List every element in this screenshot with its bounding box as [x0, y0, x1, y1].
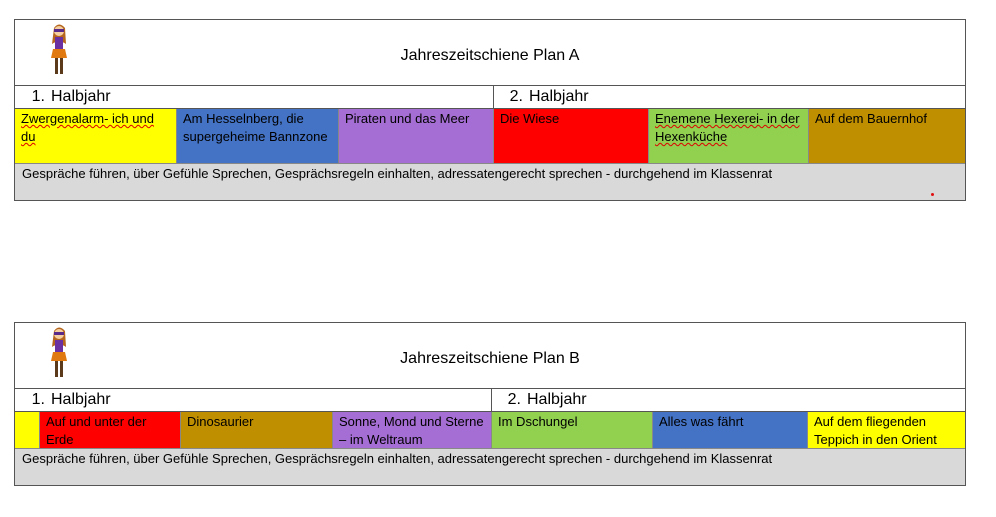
red-dot-mark	[931, 193, 934, 196]
plan-a-topic-4: Die Wiese	[494, 109, 649, 163]
plan-b-topic-4: Sonne, Mond und Sterne – im Weltraum	[333, 412, 492, 448]
plan-b-title: Jahreszeitschiene Plan B	[400, 350, 580, 367]
plan-b-topic-6: Alles was fährt	[653, 412, 808, 448]
plan-b-topic-7: Auf dem fliegenden Teppich in den Orient	[808, 412, 965, 448]
plan-b-topic-5: Im Dschungel	[492, 412, 653, 448]
plan-b-header	[15, 323, 965, 389]
plan-b-footer: Gespräche führen, über Gefühle Sprechen, Gesprächsregeln einhalten, adressatengerecht sprechen - durchgehend im Klassenrat	[15, 448, 965, 485]
plan-a-header	[15, 20, 965, 86]
plan-a-topic-6: Auf dem Bauernhof	[809, 109, 965, 163]
plan-a-title: Jahreszeitschiene Plan A	[400, 47, 580, 64]
plan-b-topic-2: Auf und unter der Erde	[40, 412, 181, 448]
plan-a-topic-1: Zwergenalarm- ich und du	[15, 109, 177, 163]
plan-b-halves-divider	[491, 389, 492, 411]
plan-a-table	[14, 19, 966, 201]
plan-a-halves	[15, 86, 965, 109]
plan-b-half-2: 2. Halbjahr	[507, 391, 587, 408]
plan-a-topic-5: Enemene Hexerei- in der Hexenküche	[649, 109, 809, 163]
plan-a-half-1: 1. Halbjahr	[31, 88, 111, 105]
plan-b-halves	[15, 389, 965, 412]
plan-b-half-1: 1. Halbjahr	[31, 391, 111, 408]
plan-b-topics	[15, 412, 965, 448]
plan-a-footer: Gespräche führen, über Gefühle Sprechen, Gesprächsregeln einhalten, adressatengerecht sprechen - durchgehend im Klassenrat	[15, 163, 965, 200]
plan-b-topic-3: Dinosaurier	[181, 412, 333, 448]
plan-a-topic-2: Am Hesselnberg, die supergeheime Bannzone	[177, 109, 339, 163]
plan-b-table	[14, 322, 966, 486]
plan-a-half-2: 2. Halbjahr	[509, 88, 589, 105]
plan-a-topics	[15, 109, 965, 163]
plan-a-topic-3: Piraten und das Meer	[339, 109, 494, 163]
plan-b-topic-1	[15, 412, 40, 448]
plan-a-halves-divider	[493, 86, 494, 108]
